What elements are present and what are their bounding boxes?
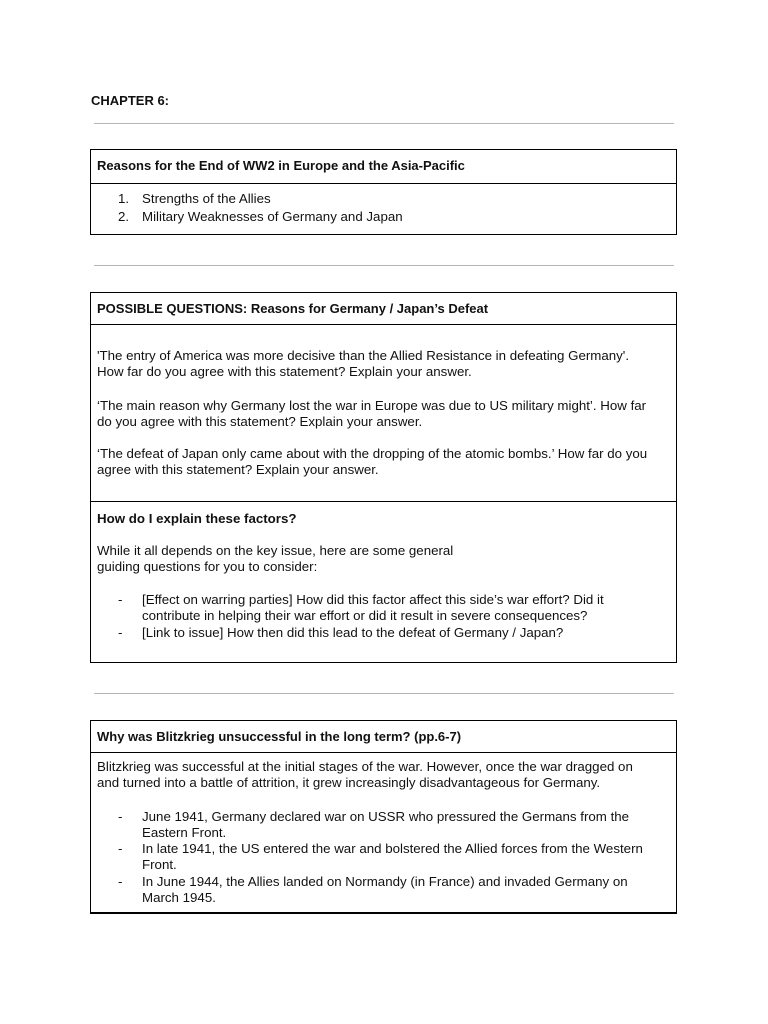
- questions-section: [91, 325, 676, 502]
- bullet-dash: -: [118, 841, 123, 856]
- blitzkrieg-title: Why was Blitzkrieg unsuccessful in the long term? (pp.6-7): [91, 721, 676, 753]
- bullet-dash: -: [118, 592, 123, 607]
- bullet-text: contribute in helping their war effort or did it result in severe consequences?: [142, 608, 588, 623]
- list-item: Military Weaknesses of Germany and Japan: [142, 209, 403, 224]
- possible-questions-box: [90, 292, 677, 663]
- bullet-dash: -: [118, 809, 123, 824]
- bullet-dash: -: [118, 625, 123, 640]
- reasons-box-title: Reasons for the End of WW2 in Europe and the Asia-Pacific: [91, 150, 676, 184]
- explain-heading: How do I explain these factors?: [97, 511, 297, 526]
- bullet-text: March 1945.: [142, 890, 216, 905]
- question-text: ‘The defeat of Japan only came about with the dropping of the atomic bombs.’ How far do you: [97, 446, 648, 461]
- blitzkrieg-intro: Blitzkrieg was successful at the initial stages of the war. However, once the war dragged on: [97, 759, 633, 774]
- divider: [94, 265, 674, 266]
- bullet-text: [Link to issue] How then did this lead to the defeat of Germany / Japan?: [142, 625, 564, 640]
- explain-intro: guiding questions for you to consider:: [97, 559, 318, 574]
- list-item-number: 1.: [118, 191, 130, 206]
- divider: [94, 693, 674, 694]
- chapter-heading: CHAPTER 6:: [91, 93, 170, 108]
- question-text: do you agree with this statement? Explain your answer.: [97, 414, 423, 429]
- bullet-text: Front.: [142, 857, 177, 872]
- list-item: Strengths of the Allies: [142, 191, 271, 206]
- blitzkrieg-box: [90, 720, 677, 914]
- bullet-text: [Effect on warring parties] How did this factor affect this side’s war effort? Did it: [142, 592, 604, 607]
- bullet-text: In late 1941, the US entered the war and bolstered the Allied forces from the Western: [142, 841, 643, 856]
- bullet-text: June 1941, Germany declared war on USSR who pressured the Germans from the: [142, 809, 630, 824]
- question-text: ‘The main reason why Germany lost the war in Europe was due to US military might’. How far: [97, 398, 647, 413]
- explain-section: [91, 502, 676, 662]
- divider: [94, 123, 674, 124]
- explain-intro: While it all depends on the key issue, here are some general: [97, 543, 454, 558]
- bullet-text: Eastern Front.: [142, 825, 227, 840]
- question-text: agree with this statement? Explain your answer.: [97, 462, 379, 477]
- question-text: 'The entry of America was more decisive than the Allied Resistance in defeating Germany'.: [97, 348, 630, 363]
- reasons-list: [91, 184, 676, 234]
- blitzkrieg-intro: and turned into a battle of attrition, it grew increasingly disadvantageous for Germany.: [97, 775, 601, 790]
- blitzkrieg-content: [91, 753, 676, 911]
- question-text: How far do you agree with this statement? Explain your answer.: [97, 364, 472, 379]
- reasons-box: [90, 149, 677, 235]
- bullet-dash: -: [118, 874, 123, 889]
- possible-questions-title: POSSIBLE QUESTIONS: Reasons for Germany / Japan’s Defeat: [91, 293, 676, 325]
- bullet-text: In June 1944, the Allies landed on Normandy (in France) and invaded Germany on: [142, 874, 628, 889]
- list-item-number: 2.: [118, 209, 130, 224]
